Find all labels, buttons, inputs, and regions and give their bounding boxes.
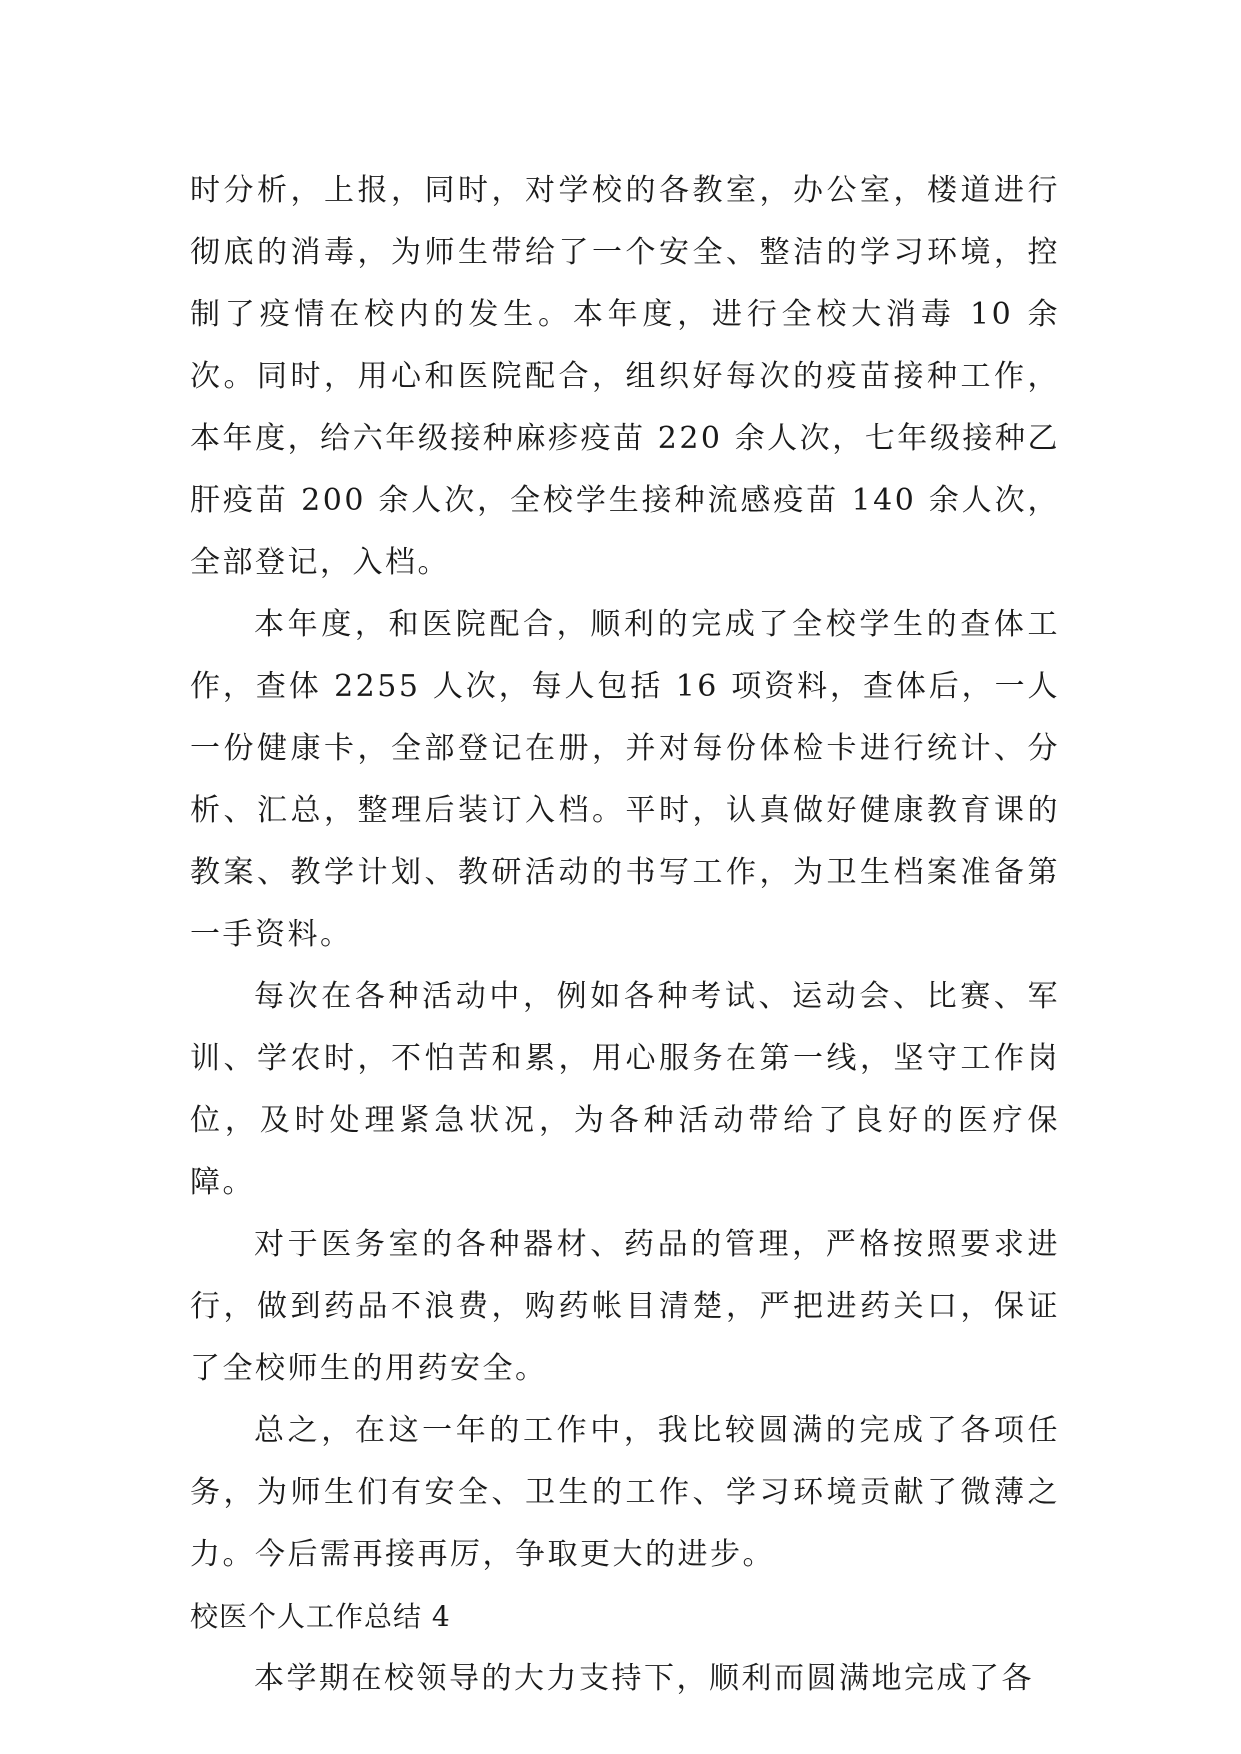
paragraph: 本年度，和医院配合，顺利的完成了全校学生的查体工作，查体 2255 人次，每人包括 16 项资料，查体后，一人一份健康卡，全部登记在册，并对每份体检卡进行统计、分析、汇总，整理后装订入档。平时，认真做好健康教育课的教案、教学计划、教研活动的书写工作，为卫生档案准备第一手资料。 [190, 607, 1060, 952]
section-heading: 校医个人工作总结 4 [190, 1600, 451, 1633]
paragraph: 每次在各种活动中，例如各种考试、运动会、比赛、军训、学农时，不怕苦和累，用心服务在第一线，坚守工作岗位，及时处理紧急状况，为各种活动带给了良好的医疗保障。 [190, 979, 1060, 1200]
document-body [190, 160, 1060, 1710]
paragraph: 总之，在这一年的工作中，我比较圆满的完成了各项任务，为师生们有安全、卫生的工作、学习环境贡献了微薄之力。今后需再接再厉，争取更大的进步。 [190, 1413, 1060, 1572]
paragraph: 对于医务室的各种器材、药品的管理，严格按照要求进行，做到药品不浪费，购药帐目清楚，严把进药关口，保证了全校师生的用药安全。 [190, 1227, 1060, 1386]
paragraph-continued: 时分析，上报，同时，对学校的各教室，办公室，楼道进行彻底的消毒，为师生带给了一个安全、整洁的学习环境，控制了疫情在校内的发生。本年度，进行全校大消毒 10 余次。同时，用心和医院配合，组织好每次的疫苗接种工作，本年度，给六年级接种麻疹疫苗 220 余人次，七年级接种乙肝疫苗 200 余人次，全校学生接种流感疫苗 140 余人次，全部登记，入档。 [190, 173, 1060, 580]
paragraph: 本学期在校领导的大力支持下，顺利而圆满地完成了各 [254, 1661, 1034, 1696]
